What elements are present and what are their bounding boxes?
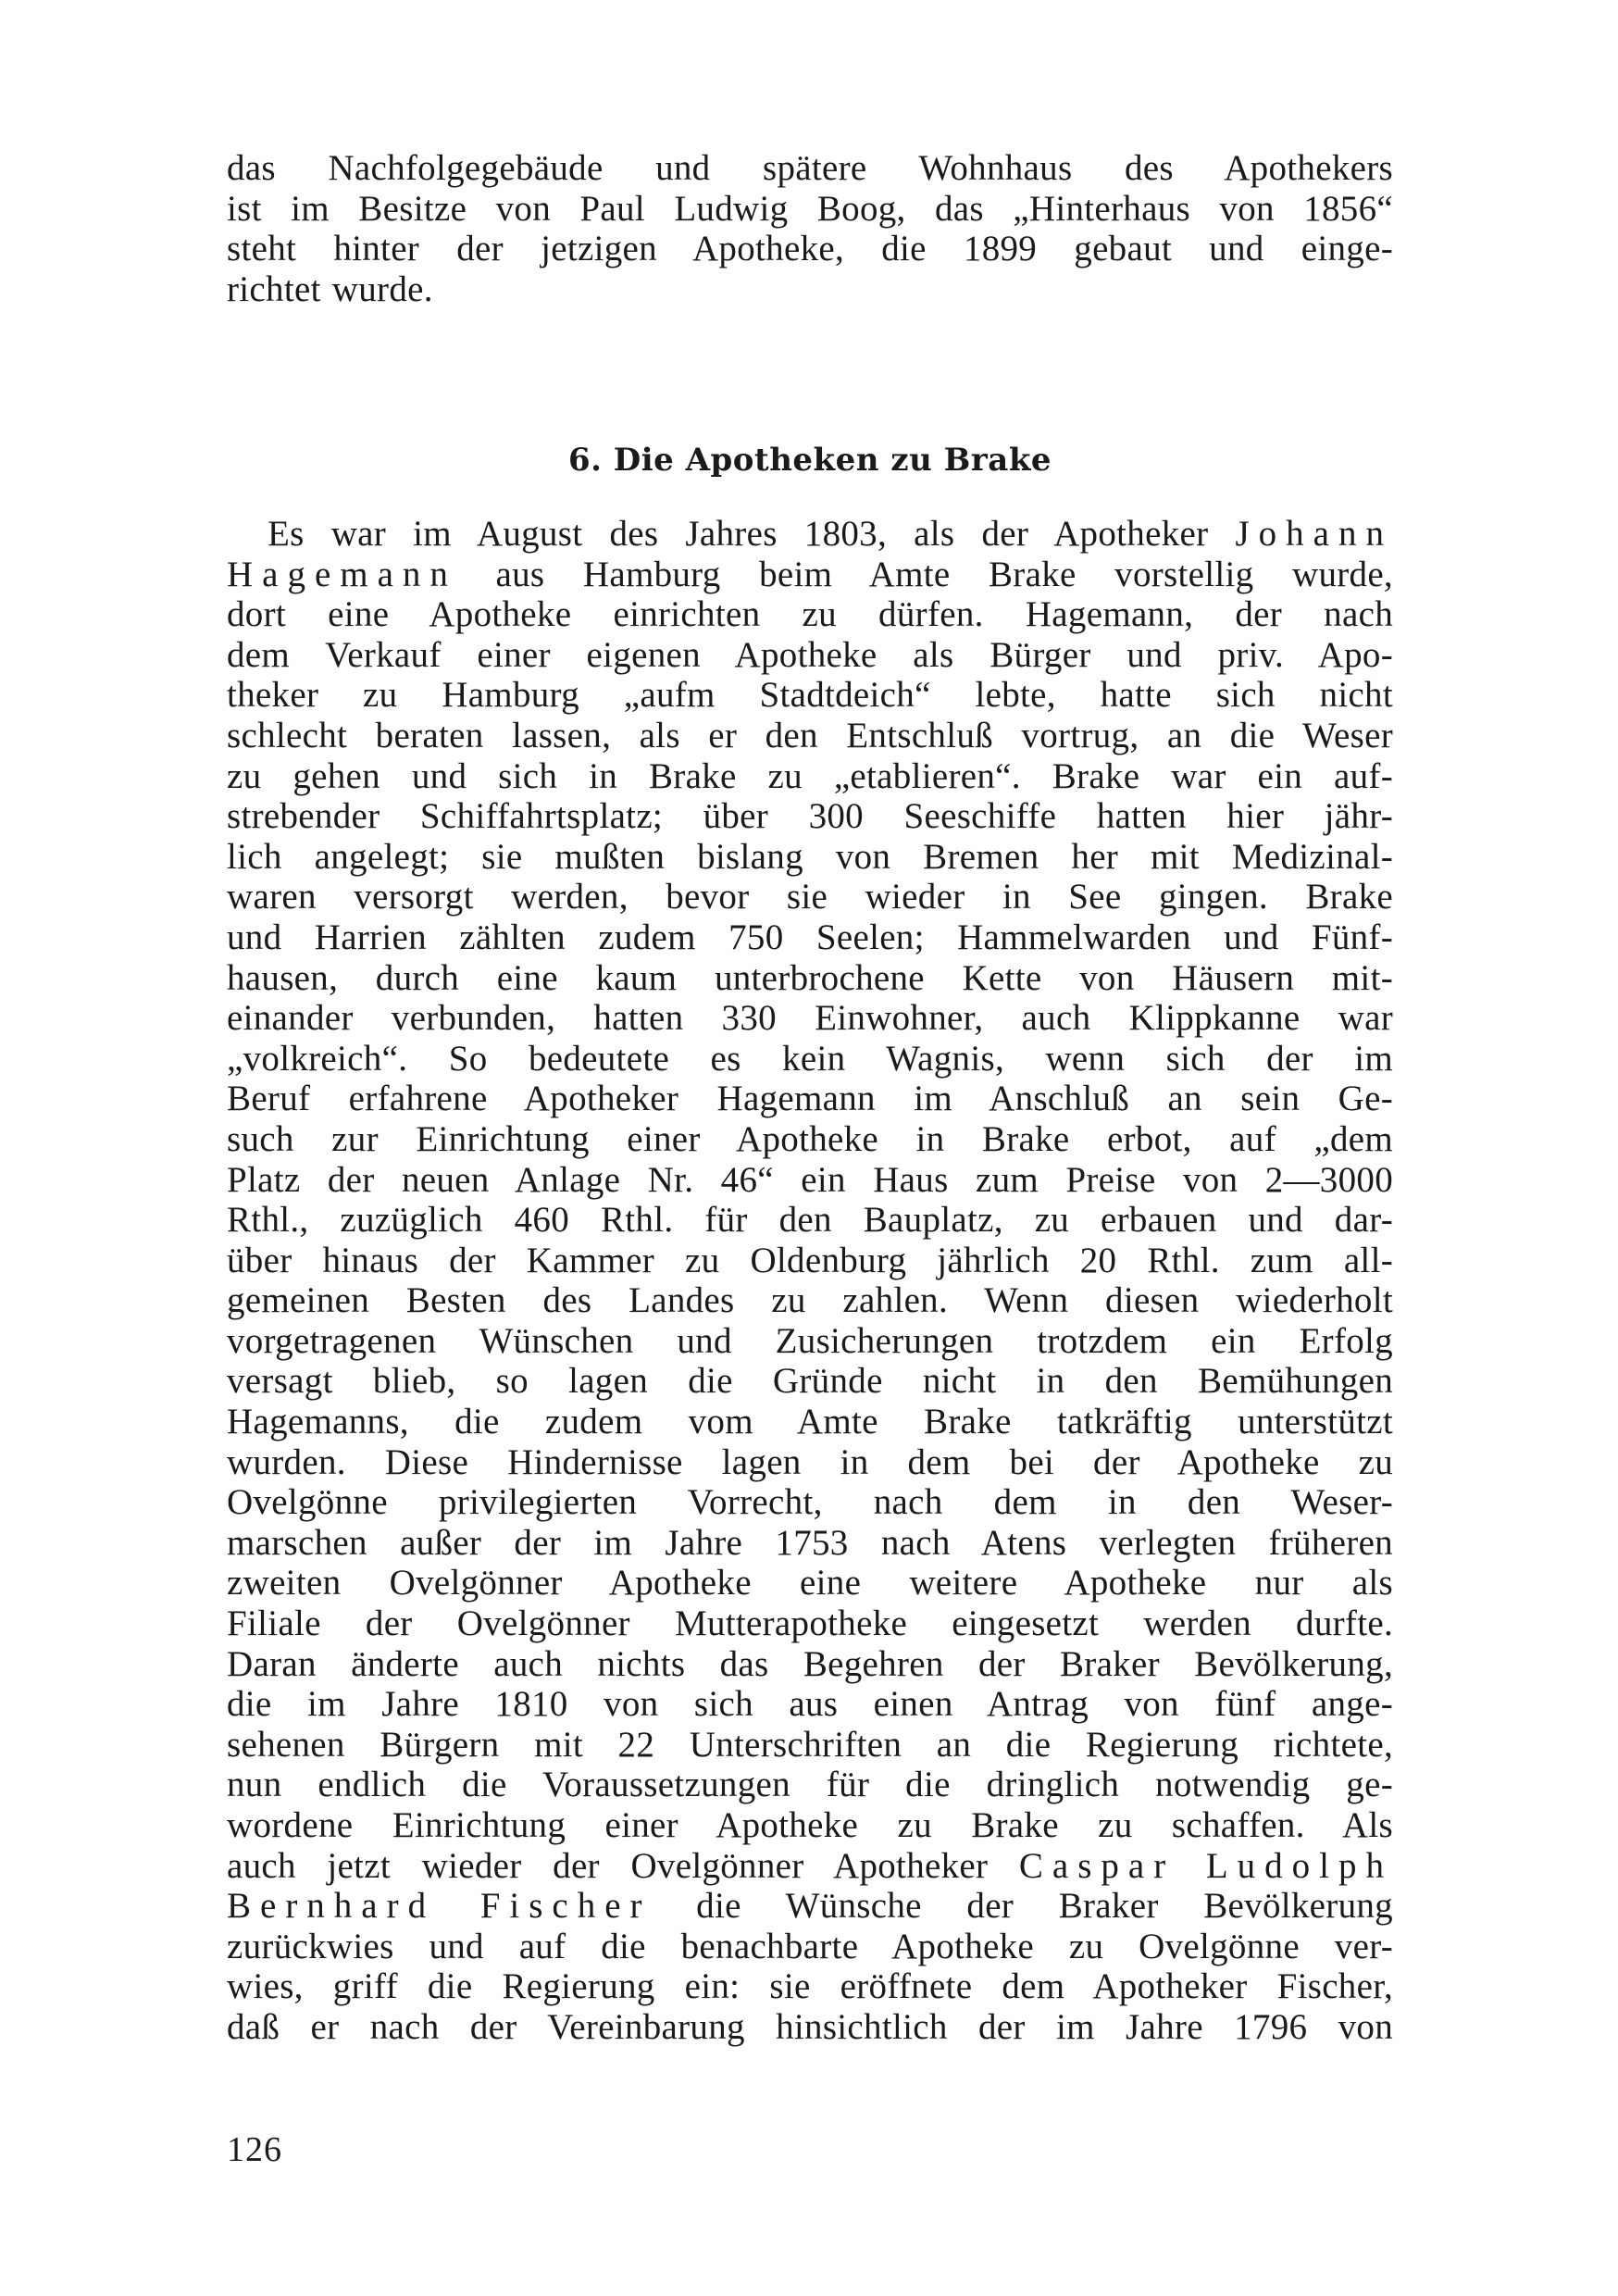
text-line: Filiale der Ovelgönner Mutterapotheke eingesetzt werden durfte. bbox=[227, 1603, 1393, 1644]
text-line: sehenen Bürgern mit 22 Unterschriften an die Regierung richtete, bbox=[227, 1724, 1393, 1765]
text-line: richtet wurde. bbox=[227, 268, 433, 309]
text-line: vorgetragenen Wünschen und Zusicherungen trotzdem ein Erfolg bbox=[227, 1320, 1393, 1361]
text-line: versagt blieb, so lagen die Gründe nicht in den Bemühungen bbox=[227, 1361, 1393, 1402]
text-line: marschen außer der im Jahre 1753 nach Atens verlegten früheren bbox=[227, 1522, 1393, 1563]
text-line: das Nachfolgegebäude und spätere Wohnhaus des Apothekers bbox=[227, 148, 1393, 188]
text-line: Rthl., zuzüglich 460 Rthl. für den Bauplatz, zu erbauen und dar- bbox=[227, 1200, 1393, 1241]
page-number: 126 bbox=[227, 2130, 282, 2169]
text-line: Hagemanns, die zudem vom Amte Brake tatkräftig unterstützt bbox=[227, 1402, 1393, 1442]
text-line: Beruf erfahrene Apotheker Hagemann im Anschluß an sein Ge- bbox=[227, 1079, 1393, 1119]
text-line: die im Jahre 1810 von sich aus einen Antrag von fünf ange- bbox=[227, 1684, 1393, 1725]
text-line: theker zu Hamburg „aufm Stadtdeich“ lebte, hatte sich nicht bbox=[227, 675, 1393, 716]
text-line: einander verbunden, hatten 330 Einwohner, auch Klippkanne war bbox=[227, 998, 1393, 1039]
text-line: gemeinen Besten des Landes zu zahlen. Wenn diesen wiederholt bbox=[227, 1280, 1393, 1321]
text-line: wurden. Diese Hindernisse lagen in dem bei der Apotheke zu bbox=[227, 1441, 1393, 1482]
text-line: daß er nach der Vereinbarung hinsichtlich der im Jahre 1796 von bbox=[227, 2006, 1393, 2047]
text-line: schlecht beraten lassen, als er den Entschluß vortrug, an die Weser bbox=[227, 715, 1393, 755]
text-line: zu gehen und sich in Brake zu „etablieren“. Brake war ein auf- bbox=[227, 755, 1393, 796]
text-line: Hagemann aus Hamburg beim Amte Brake vorstellig wurde, bbox=[227, 554, 1393, 594]
text-line: such zur Einrichtung einer Apotheke in Brake erbot, auf „dem bbox=[227, 1118, 1393, 1159]
text-line: strebender Schiffahrtsplatz; über 300 Seeschiffe hatten hier jähr- bbox=[227, 796, 1393, 837]
text-line: Es war im August des Jahres 1803, als der Apotheker Johann bbox=[268, 514, 1393, 554]
text-line: nun endlich die Voraussetzungen für die dringlich notwendig ge- bbox=[227, 1765, 1393, 1805]
text-line: lich angelegt; sie mußten bislang von Bremen her mit Medizinal- bbox=[227, 836, 1393, 877]
text-line: Bernhard Fischer die Wünsche der Braker Bevölkerung bbox=[227, 1886, 1393, 1927]
text-line: waren versorgt werden, bevor sie wieder in See gingen. Brake bbox=[227, 877, 1393, 917]
text-line: hausen, durch eine kaum unterbrochene Kette von Häusern mit- bbox=[227, 957, 1393, 998]
section-heading: 6. Die Apotheken zu Brake bbox=[567, 442, 1052, 479]
text-line: steht hinter der jetzigen Apotheke, die 1899 gebaut und einge- bbox=[227, 229, 1393, 269]
text-line: „volkreich“. So bedeutete es kein Wagnis, wenn sich der im bbox=[227, 1038, 1393, 1079]
text-line: Platz der neuen Anlage Nr. 46“ ein Haus zum Preise von 2—3000 bbox=[227, 1159, 1393, 1200]
text-line: auch jetzt wieder der Ovelgönner Apotheker Caspar Ludolph bbox=[227, 1845, 1393, 1886]
text-line: dem Verkauf einer eigenen Apotheke als Bürger und priv. Apo- bbox=[227, 634, 1393, 675]
text-line: ist im Besitze von Paul Ludwig Boog, das „Hinterhaus von 1856“ bbox=[227, 188, 1393, 229]
text-line: und Harrien zählten zudem 750 Seelen; Hammelwarden und Fünf- bbox=[227, 917, 1393, 957]
text-line: Ovelgönne privilegierten Vorrecht, nach dem in den Weser- bbox=[227, 1482, 1393, 1523]
text-line: Daran änderte auch nichts das Begehren der Braker Bevölkerung, bbox=[227, 1643, 1393, 1684]
text-line: wies, griff die Regierung ein: sie eröffnete dem Apotheker Fischer, bbox=[227, 1966, 1393, 2007]
text-line: wordene Einrichtung einer Apotheke zu Brake zu schaffen. Als bbox=[227, 1805, 1393, 1845]
text-line: dort eine Apotheke einrichten zu dürfen. Hagemann, der nach bbox=[227, 594, 1393, 635]
text-line: über hinaus der Kammer zu Oldenburg jährlich 20 Rthl. zum all- bbox=[227, 1240, 1393, 1280]
text-line: zurückwies und auf die benachbarte Apotheke zu Ovelgönne ver- bbox=[227, 1926, 1393, 1966]
body-paragraph bbox=[227, 514, 1393, 2048]
intro-paragraph bbox=[227, 148, 1393, 309]
text-line: zweiten Ovelgönner Apotheke eine weitere Apotheke nur als bbox=[227, 1563, 1393, 1603]
